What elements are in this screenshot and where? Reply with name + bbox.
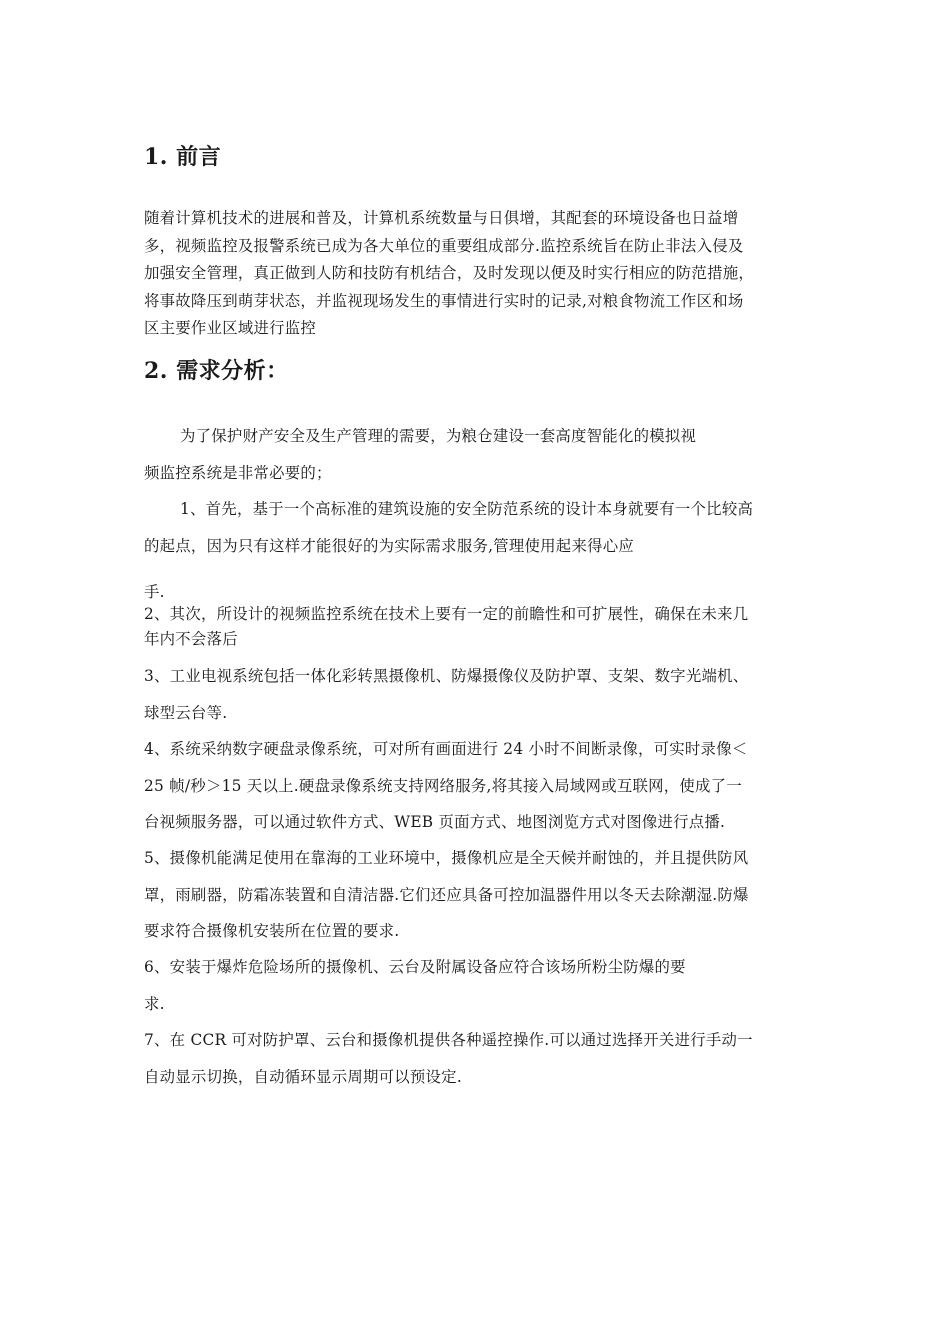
paragraph-line: 5、摄像机能满足使用在靠海的工业环境中，摄像机应是全天候并耐蚀的，并且提供防风 xyxy=(144,849,749,867)
paragraph-line: 区主要作业区域进行监控 xyxy=(144,319,317,337)
paragraph-line: 求. xyxy=(144,994,165,1013)
paragraph-line: 台视频服务器，可以通过软件方式、WEB 页面方式、地图浏览方式对图像进行点播. xyxy=(144,813,726,831)
paragraph-line: 3、工业电视系统包括一体化彩转黑摄像机、防爆摄像仪及防护罩、支架、数字光端机、 xyxy=(144,667,749,685)
paragraph-line: 为了保护财产安全及生产管理的需要，为粮仓建设一套高度智能化的模拟视 xyxy=(180,427,697,445)
paragraph-line: 球型云台等. xyxy=(144,703,228,722)
paragraph-line: 4、系统采纳数字硬盘录像系统，可对所有画面进行 24 小时不间断录像，可实时录像＜ xyxy=(144,740,748,758)
requirement-item-4 xyxy=(144,731,814,841)
paragraph-line: 的起点，因为只有这样才能很好的为实际需求服务,管理使用起来得心应 xyxy=(144,536,635,555)
paragraph-line: 手. xyxy=(144,583,165,601)
paragraph-line: 频监控系统是非常必要的； xyxy=(144,463,332,482)
heading-requirements: 2. 需求分析： xyxy=(144,358,289,384)
requirement-item-6 xyxy=(144,949,814,1022)
paragraph-line: 1、首先，基于一个高标准的建筑设施的安全防范系统的设计本身就要有一个比较高 xyxy=(180,500,754,518)
paragraph-line: 年内不会落后 xyxy=(144,630,238,648)
paragraph-line: 6、安装于爆炸危险场所的摄像机、云台及附属设备应符合该场所粉尘防爆的要 xyxy=(144,958,686,976)
preface-paragraph xyxy=(144,205,814,343)
paragraph-line: 自动显示切换，自动循环显示周期可以预设定. xyxy=(144,1067,462,1086)
paragraph-line: 罩，雨刷器，防霜冻装置和自清洁器.它们还应具备可控加温器件用以冬天去除潮湿.防爆 xyxy=(144,885,749,904)
requirement-item-3 xyxy=(144,658,814,731)
requirement-item-5 xyxy=(144,840,814,950)
requirements-intro xyxy=(144,418,814,491)
paragraph-line: 随着计算机技术的进展和普及，计算机系统数量与日俱增，其配套的环境设备也日益增 xyxy=(144,209,739,227)
paragraph-line: 2、其次，所设计的视频监控系统在技术上要有一定的前瞻性和可扩展性，确保在未来几 xyxy=(144,605,749,623)
paragraph-line: 7、在 CCR 可对防护罩、云台和摄像机提供各种遥控操作.可以通过选择开关进行手动一 xyxy=(144,1031,753,1049)
requirement-item-7 xyxy=(144,1022,814,1095)
paragraph-line: 将事故降压到萌芽状态，并监视现场发生的事情进行实时的记录,对粮食物流工作区和场 xyxy=(144,291,744,310)
paragraph-line: 加强安全管理，真正做到人防和技防有机结合，及时发现以便及时实行相应的防范措施， xyxy=(144,264,754,282)
paragraph-line: 多，视频监控及报警系统已成为各大单位的重要组成部分.监控系统旨在防止非法入侵及 xyxy=(144,236,744,255)
paragraph-line: 25 帧/秒＞15 天以上.硬盘录像系统支持网络服务,将其接入局域网或互联网，使成了一 xyxy=(144,776,742,795)
paragraph-line: 要求符合摄像机安装所在位置的要求. xyxy=(144,922,400,940)
requirement-item-2 xyxy=(144,602,814,652)
heading-preface: 1. 前言 xyxy=(144,144,222,170)
requirement-item-1 xyxy=(144,491,814,611)
